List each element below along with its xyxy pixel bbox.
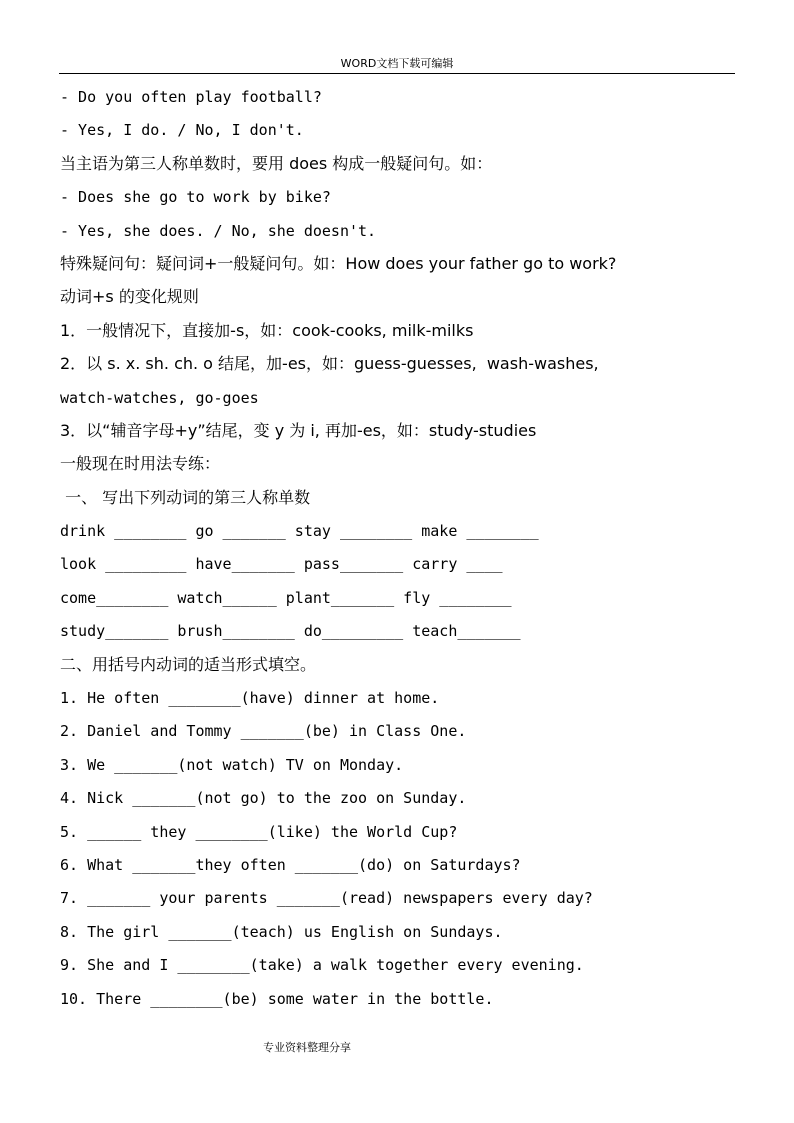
example-answer: - Yes, she does. / No, she doesn't. bbox=[60, 221, 377, 240]
exercise-item: 7. _______ your parents _______(read) newspapers every day? bbox=[60, 889, 593, 908]
exercise-item: 8. The girl _______(teach) us English on Sundays. bbox=[60, 922, 503, 941]
example-question: - Does she go to work by bike? bbox=[60, 188, 331, 207]
header-divider bbox=[59, 73, 735, 74]
example-answer: - Yes, I do. / No, I don't. bbox=[60, 121, 304, 140]
exercise-item: 6. What _______they often _______(do) on Saturdays? bbox=[60, 855, 521, 874]
section-heading-verb-s: 动词+s 的变化规则 bbox=[60, 287, 199, 307]
verb-row: look _________ have_______ pass_______ carry ____ bbox=[60, 555, 503, 574]
rule-item-1: 1．一般情况下，直接加-s，如：cook-cooks, milk-milks bbox=[60, 320, 474, 340]
exercise-item: 5. ______ they ________(like) the World Cup? bbox=[60, 822, 458, 841]
example-question: - Do you often play football? bbox=[60, 88, 322, 106]
page-header: WORD文档下载可编辑 bbox=[340, 57, 454, 70]
exercise-item: 1. He often ________(have) dinner at home. bbox=[60, 689, 440, 708]
verb-row: drink ________ go _______ stay ________ make ________ bbox=[60, 522, 539, 541]
rule-item-2-continued: watch-watches, go-goes bbox=[60, 388, 259, 407]
exercise-part-2-heading: 二、用括号内动词的适当形式填空。 bbox=[60, 654, 317, 674]
verb-row: study_______ brush________ do_________ teach_______ bbox=[60, 622, 521, 641]
exercise-item: 10. There ________(be) some water in the bottle. bbox=[60, 989, 494, 1008]
exercise-item: 3. We _______(not watch) TV on Monday. bbox=[60, 755, 404, 774]
exercise-title: 一般现在时用法专练： bbox=[60, 454, 221, 474]
exercise-part-1-heading: 一、 写出下列动词的第三人称单数 bbox=[60, 487, 311, 507]
exercise-item: 2. Daniel and Tommy _______(be) in Class One. bbox=[60, 722, 467, 741]
document-body bbox=[60, 83, 740, 1018]
rule-item-2: 2．以 s. x. sh. ch. o 结尾，加-es，如：guess-guesses, wash-washes, bbox=[60, 354, 599, 374]
exercise-item: 4. Nick _______(not go) to the zoo on Sunday. bbox=[60, 789, 467, 808]
rule-special-question: 特殊疑问句：疑问词+一般疑问句。如：How does your father go to work? bbox=[60, 253, 617, 273]
exercise-item: 9. She and I ________(take) a walk together every evening. bbox=[60, 956, 584, 975]
rule-item-3: 3．以“辅音字母+y”结尾，变 y 为 i, 再加-es，如：study-studies bbox=[60, 420, 537, 440]
rule-third-person: 当主语为第三人称单数时，要用 does 构成一般疑问句。如： bbox=[60, 153, 493, 173]
page-footer: 专业资料整理分享 bbox=[263, 1041, 351, 1054]
verb-row: come________ watch______ plant_______ fly ________ bbox=[60, 588, 512, 607]
